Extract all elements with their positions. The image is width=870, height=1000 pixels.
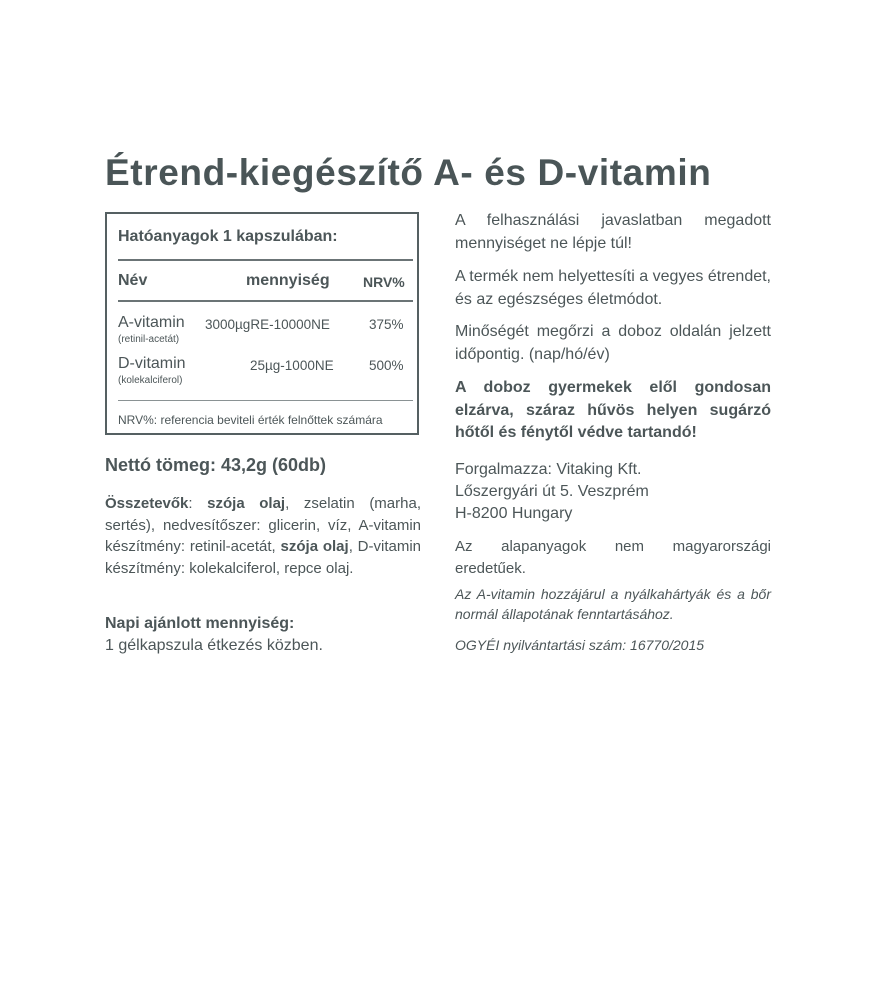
allergen-text: szója olaj	[280, 538, 349, 555]
col-amount-header: mennyiség	[246, 272, 330, 289]
row-nrv: 500%	[369, 358, 404, 373]
col-name-header: Név	[118, 272, 148, 289]
distributor-name: Forgalmazza: Vitaking Kft.	[455, 461, 642, 478]
net-weight: Nettó tömeg: 43,2g (60db)	[105, 455, 327, 475]
col-nrv-header: NRV%	[363, 274, 405, 290]
usage-warning: A felhasználási javaslatban megadott mennyiséget ne lépje túl!	[455, 212, 771, 252]
nrv-footnote: NRV%: referencia beviteli érték felnőttek számára	[118, 413, 383, 427]
ingredients	[105, 493, 421, 579]
daily-label: Napi ajánlott mennyiség:	[105, 615, 295, 632]
ingredients-text: , D-vitamin készítmény: kolekalciferol, repce olaj.	[105, 538, 421, 577]
active-ingredients-table	[105, 212, 419, 435]
row-nrv: 375%	[369, 317, 404, 332]
row-amount: 25µg-1000NE	[250, 358, 334, 373]
ingredients-text: , zselatin (marha, sertés), nedvesítőszer: glicerin, víz, A-vitamin készítmény: retinil-acetát,	[105, 495, 421, 555]
divider	[118, 400, 413, 401]
distributor-address: Lőszergyári út 5. Veszprém	[455, 483, 649, 500]
row-sub: (retinil-acetát)	[118, 334, 180, 345]
best-before-notice: Minőségét megőrzi a doboz oldalán jelzett időpontig. (nap/hó/év)	[455, 323, 771, 363]
health-claim: Az A-vitamin hozzájárul a nyálkahártyák és a bőr normál állapotának fenntartásához.	[455, 586, 771, 622]
row-sub: (kolekalciferol)	[118, 375, 183, 386]
divider	[118, 259, 413, 261]
table-heading: Hatóanyagok 1 kapszulában:	[118, 228, 338, 245]
allergen-text: szója olaj	[207, 495, 286, 512]
row-name: D-vitamin	[118, 355, 186, 372]
page-title: Étrend-kiegészítő A- és D-vitamin	[105, 152, 712, 193]
distributor-country: H-8200 Hungary	[455, 505, 573, 522]
divider	[118, 300, 413, 302]
origin-notice: Az alapanyagok nem magyarországi eredetűek.	[455, 538, 771, 577]
row-name: A-vitamin	[118, 314, 185, 331]
diet-notice: A termék nem helyettesíti a vegyes étrendet, és az egészséges életmódot.	[455, 268, 771, 308]
row-amount: 3000µgRE-10000NE	[205, 317, 330, 332]
ingredients-text: :	[188, 495, 208, 512]
registration-number: OGYÉI nyilvántartási szám: 16770/2015	[455, 637, 705, 653]
daily-text: 1 gélkapszula étkezés közben.	[105, 637, 323, 654]
storage-warning: A doboz gyermekek elől gondosan elzárva, száraz hűvös helyen sugárzó hőtől és fénytől védve tartandó!	[455, 379, 771, 441]
ingredients-label: Összetevők	[105, 495, 189, 512]
